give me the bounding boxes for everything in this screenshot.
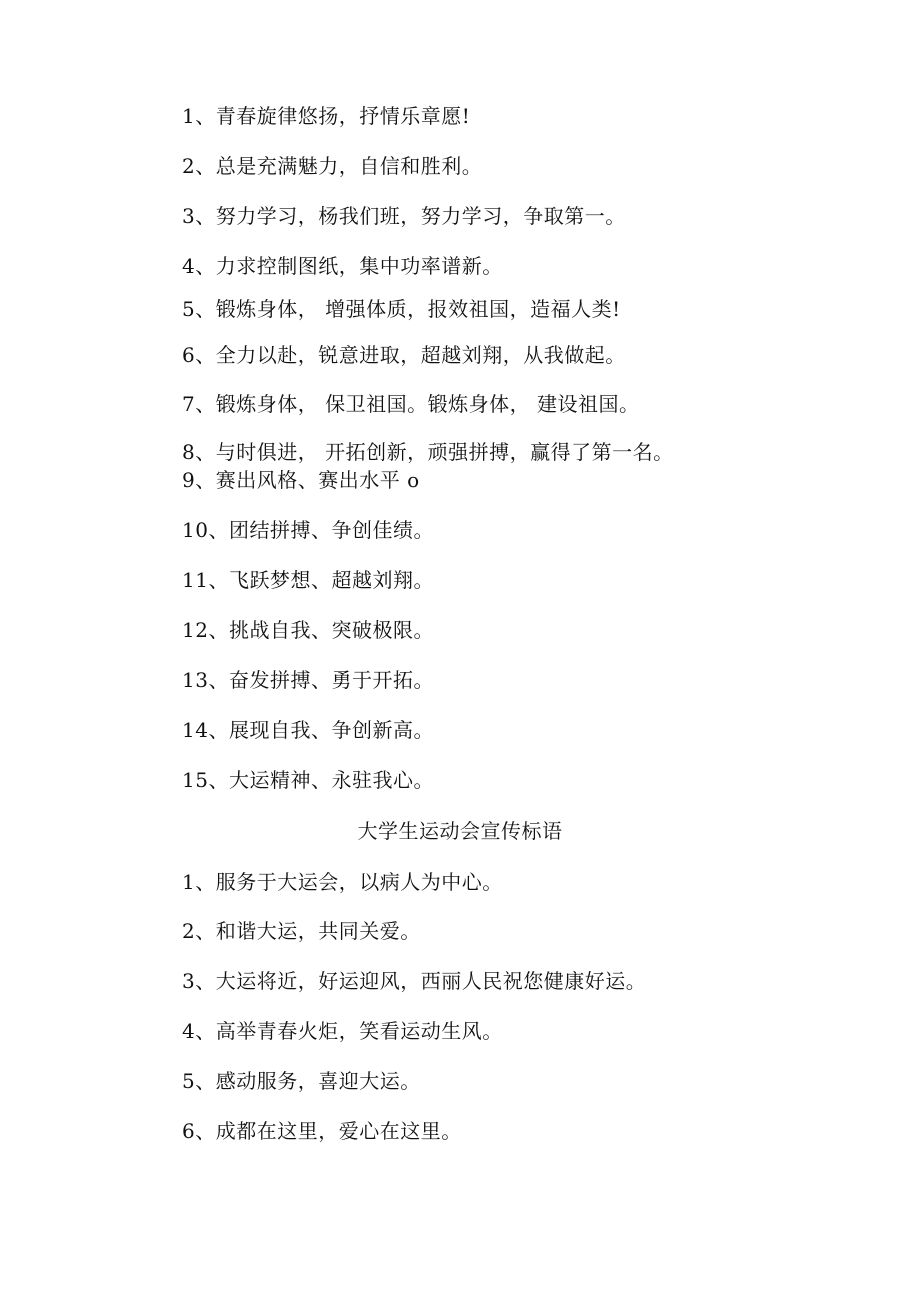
slogan-line: 10、团结拼搏、争创佳绩。 [182,518,434,542]
slogan-line: 3、努力学习，杨我们班，努力学习，争取第一。 [182,204,626,228]
slogan-line: 4、高举青春火炬，笑看运动生风。 [182,1019,503,1043]
slogan-line: 13、奋发拼搏、勇于开拓。 [182,668,434,692]
slogan-line: 6、成都在这里，爱心在这里。 [182,1119,462,1143]
section-heading: 大学生运动会宣传标语 [357,819,563,843]
slogan-line: 11、飞跃梦想、超越刘翔。 [182,568,434,592]
slogan-line: 14、展现自我、争创新高。 [182,718,434,742]
slogan-line: 7、锻炼身体， 保卫祖国。锻炼身体， 建设祖国。 [182,392,640,416]
slogan-line: 12、挑战自我、突破极限。 [182,618,434,642]
slogan-line: 3、大运将近，好运迎风，西丽人民祝您健康好运。 [182,969,647,993]
slogan-line: 15、大运精神、永驻我心。 [182,768,434,792]
slogan-line: 1、青春旋律悠扬，抒情乐章愿! [182,104,471,128]
slogan-line: 9、赛出风格、赛出水平 o [182,468,420,492]
slogan-line: 5、感动服务，喜迎大运。 [182,1069,421,1093]
slogan-line: 1、服务于大运会，以病人为中心。 [182,870,503,894]
slogan-line: 2、总是充满魅力，自信和胜利。 [182,154,483,178]
slogan-line: 2、和谐大运，共同关爱。 [182,919,421,943]
slogan-line: 6、全力以赴，锐意进取，超越刘翔，从我做起。 [182,343,626,367]
slogan-line: 5、锻炼身体， 增强体质，报效祖国，造福人类! [182,297,621,321]
slogan-line: 4、力求控制图纸，集中功率谱新。 [182,254,503,278]
slogan-line: 8、与时俱进， 开拓创新，顽强拼搏，赢得了第一名。 [182,440,674,464]
